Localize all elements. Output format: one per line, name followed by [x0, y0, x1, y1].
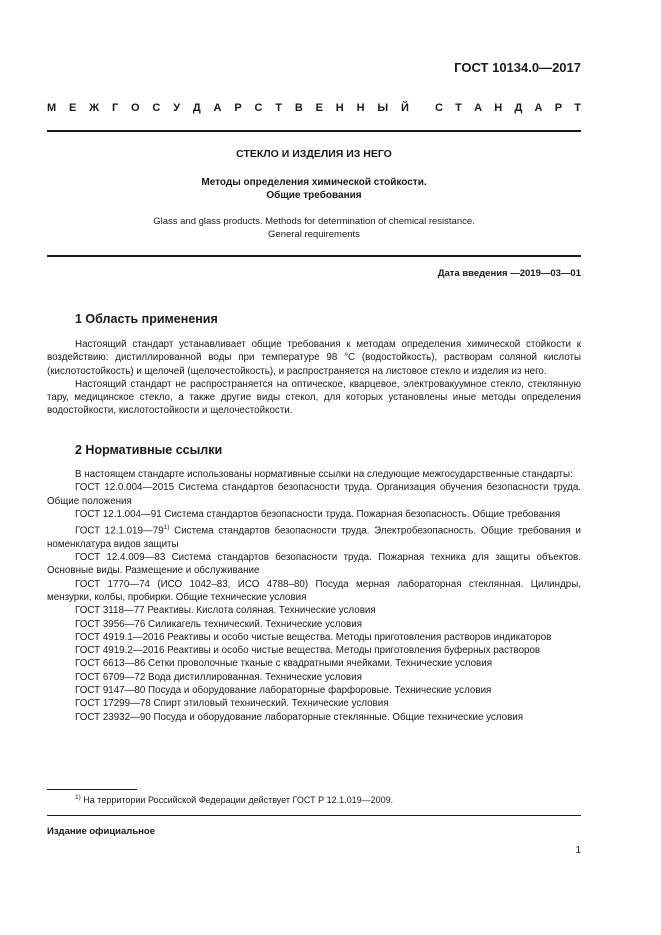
banner-letter: А: [534, 102, 543, 114]
banner-letter: А: [213, 102, 222, 114]
section-2-body: [47, 468, 581, 724]
section-2-intro: В настоящем стандарте использованы нормативные ссылки на следующие межгосударственные стандарты:: [75, 469, 573, 480]
banner-letter: Р: [554, 102, 563, 114]
banner-letter: С: [152, 102, 161, 114]
footer-rule: [47, 815, 581, 816]
footnote-text: На территории Российской Федерации действует ГОСТ Р 12.1.019—2009.: [83, 795, 394, 805]
document-subtitle: [47, 176, 581, 202]
reference-item: ГОСТ 4919.1—2016 Реактивы и особо чистые вещества. Методы приготовления растворов индикаторов: [75, 631, 552, 643]
footnote-separator: [47, 789, 137, 790]
standard-type-banner: [47, 99, 581, 117]
banner-letter: Ж: [89, 102, 100, 114]
section-1-body: [47, 338, 581, 418]
reference-item: ГОСТ 4919.2—2016 Реактивы и особо чистые вещества. Методы приготовления буферных растворов: [75, 645, 541, 657]
reference-item: ГОСТ 6613—86 Сетки проволочные тканые с квадратными ячейками. Технические условия: [75, 658, 493, 670]
banner-letter: Й: [400, 102, 409, 114]
banner-letter: Р: [234, 102, 242, 114]
banner-letter: Т: [574, 102, 581, 114]
introduction-date: Дата введения —2019—03—01: [437, 268, 581, 279]
footnote-marker: 1): [163, 524, 170, 532]
english-title-line-2: General requirements: [268, 229, 360, 240]
banner-letter: Ы: [377, 102, 389, 114]
subtitle-line-1: Методы определения химической стойкости.: [201, 177, 427, 188]
banner-letter: Д: [514, 102, 523, 114]
page-number: 1: [575, 845, 581, 856]
header-rule: [47, 130, 581, 132]
reference-item: [47, 521, 581, 551]
banner-letter: Т: [275, 102, 283, 114]
reference-item: ГОСТ 3956—76 Силикагель технический. Технические условия: [75, 618, 363, 630]
document-code: ГОСТ 10134.0—2017: [454, 60, 581, 75]
banner-letter: Е: [315, 102, 323, 114]
banner-letter: Н: [335, 102, 344, 114]
banner-letter: Д: [192, 102, 201, 114]
banner-word-standard: [435, 102, 581, 114]
section-1-paragraph: Настоящий стандарт не распространяется на оптическое, кварцевое, электровакуумное стекло, стеклянную тару, медицинское стекло, а также другие виды стекол, для которых установлены иные методы определения водостойкости, кислотостойкости и щелочестойкости.: [47, 378, 581, 417]
section-1-paragraph: Настоящий стандарт устанавливает общие требования к методам определения химической стойкости к воздействию: дистиллированной воды при температуре 98 °С (водостойкость), растворам соляной кислоты (кислотостойкость) и щелочей (щелочестойкость), и распространяется на листовое стекло и изделия из него.: [47, 339, 581, 377]
reference-item: ГОСТ 1770—74 (ИСО 1042–83, ИСО 4788–80) Посуда мерная лабораторная стеклянная. Цилиндры, мензурки, колбы, пробирки. Общие технические условия: [47, 578, 581, 603]
official-edition-label: Издание официальное: [47, 826, 155, 837]
reference-item: ГОСТ 12.4.009—83 Система стандартов безопасности труда. Пожарная техника для защиты объектов. Основные виды. Размещение и обслуживание: [47, 552, 581, 577]
reference-item: ГОСТ 9147—80 Посуда и оборудование лабораторные фарфоровые. Технические условия: [75, 685, 492, 697]
reference-item: ГОСТ 23932—90 Посуда и оборудование лабораторные стеклянные. Общие технические условия: [75, 711, 524, 723]
banner-letter: А: [474, 102, 483, 114]
footnote-mark: 1): [75, 794, 81, 801]
subtitle-line-2: Общие требования: [266, 190, 362, 201]
footnote: [75, 794, 393, 805]
reference-item: ГОСТ 6709—72 Вода дистиллированная. Технические условия: [75, 671, 362, 683]
reference-item: ГОСТ 3118—77 Реактивы. Кислота соляная. Технические условия: [75, 605, 376, 617]
banner-letter: Н: [356, 102, 365, 114]
section-1-heading: 1 Область применения: [75, 312, 218, 326]
reference-code: ГОСТ 12.1.019—79: [75, 525, 164, 537]
banner-letter: Т: [455, 102, 462, 114]
reference-item: ГОСТ 12.1.004—91 Система стандартов безопасности труда. Пожарная безопасность. Общие требования: [75, 508, 561, 520]
banner-letter: В: [294, 102, 303, 114]
banner-letter: О: [131, 102, 140, 114]
english-title: [47, 215, 581, 241]
banner-letter: У: [173, 102, 181, 114]
reference-item: ГОСТ 12.0.004—2015 Система стандартов безопасности труда. Организация обучения безопасности труда. Общие положения: [47, 482, 581, 507]
banner-letter: Н: [494, 102, 503, 114]
section-2-heading: 2 Нормативные ссылки: [75, 443, 223, 457]
document-title: СТЕКЛО И ИЗДЕЛИЯ ИЗ НЕГО: [236, 148, 392, 160]
banner-letter: С: [435, 102, 443, 114]
reference-title: Система стандартов безопасности труда. Электробезопасность. Общие требования и номенклатура видов защиты: [47, 525, 581, 550]
banner-letter: С: [254, 102, 263, 114]
banner-letter: М: [47, 102, 57, 114]
banner-letter: Г: [111, 102, 119, 114]
title-rule: [47, 255, 581, 257]
reference-item: ГОСТ 17299—78 Спирт этиловый технический. Технические условия: [75, 698, 389, 710]
english-title-line-1: Glass and glass products. Methods for determination of chemical resistance.: [153, 216, 475, 227]
banner-letter: Е: [69, 102, 77, 114]
banner-word-interstate: [47, 102, 409, 114]
